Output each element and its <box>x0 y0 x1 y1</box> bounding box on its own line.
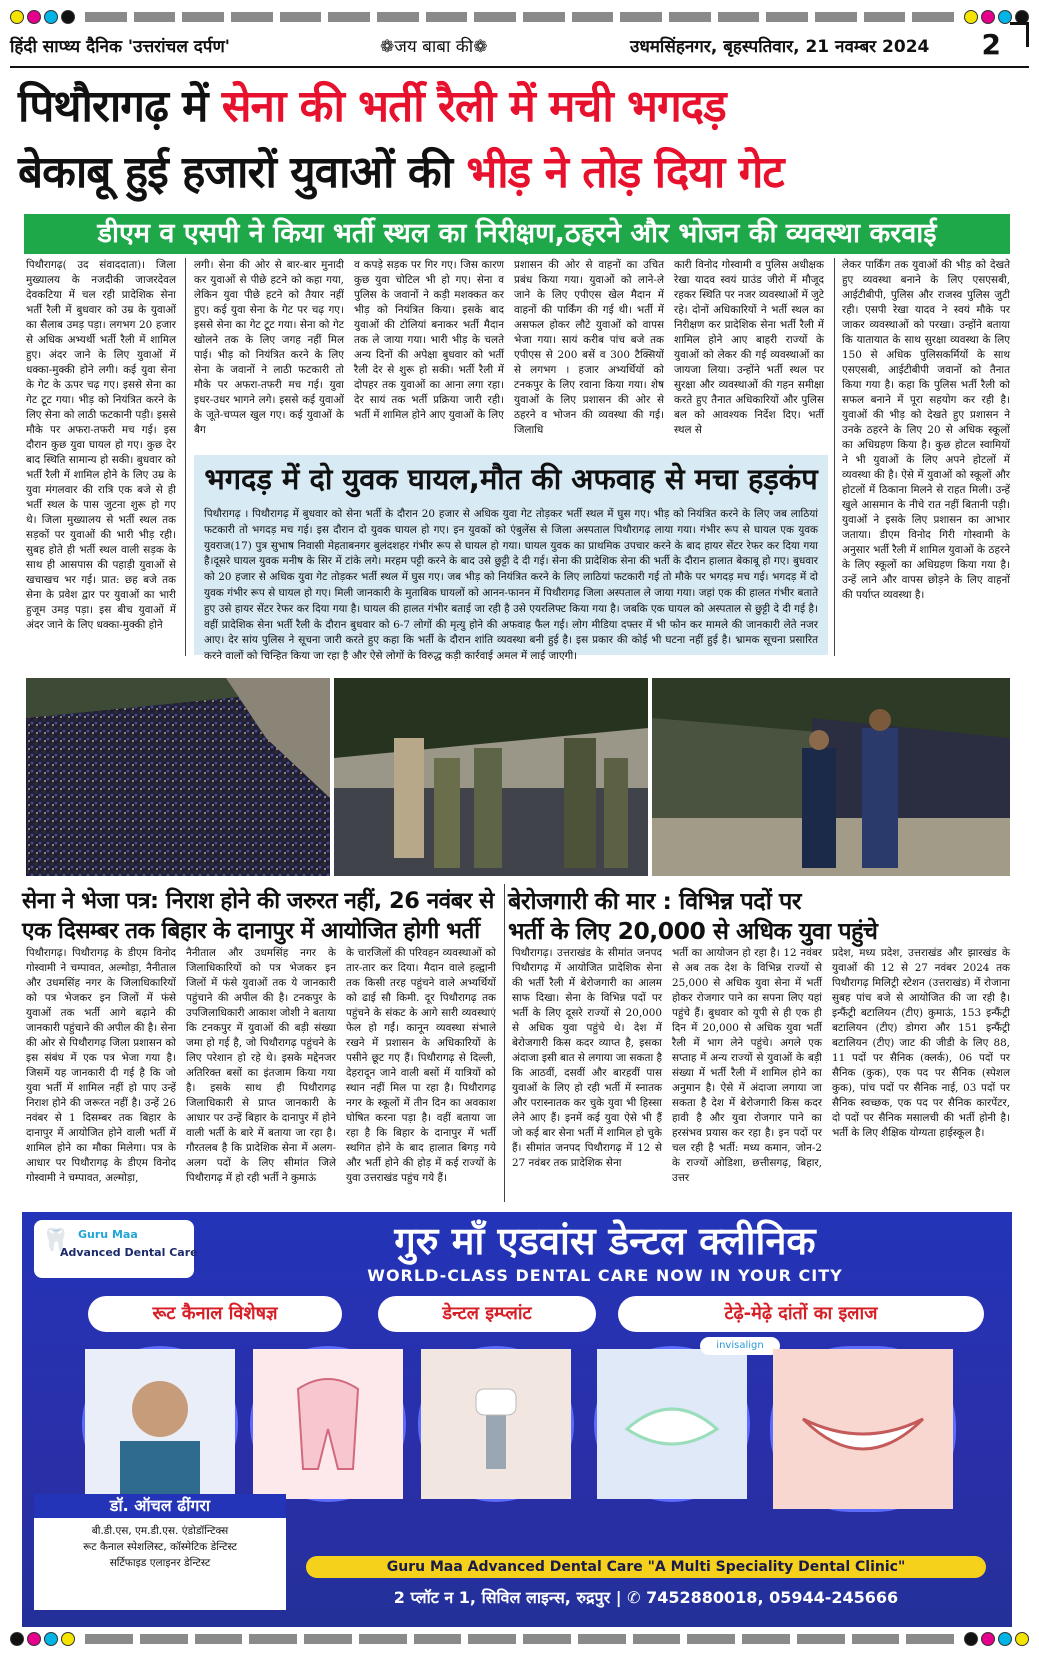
bottom-registration-strip <box>0 1628 1039 1650</box>
service-dental-implant: डेन्टल इम्प्लांट <box>378 1296 596 1332</box>
subhead-band: डीएम व एसपी ने किया भर्ती स्थल का निरीक्षण,ठहरने और भोजन की व्यवस्था करवाई <box>24 214 1010 254</box>
column-1: पिथौरागढ़( उद संवाददाता)। जिला मुख्यालय के नजदीकी जाजरदेवल देवकटिया में चल रही प्रादेशिक सेना भर्ती रैली में बुधवार को उम्र के युवाओं का सैलाब उमड़ पड़ा। लगभग 20 हजार से अधिक अभ्यर्थी भर्ती रैली में शामिल हुए। अंदर जाने के लिए युवाओं में धक्का-मुक्की होने लगी। कई युवा सेना के गेट के ऊपर चढ़ गए। इससे सेना का गेट टूट गया। भीड़ को नियंत्रित करने के लिए सेना को लाठी फटकानी पड़ी। इससे मौके पर अफरा-तफरी मच गई। इस दौरान कुछ युवा घायल हो गए। कुछ देर बाद स्थिति सामान्य हो सकी। बुधवार को भर्ती रैली में शामिल होने के लिए उम्र के युवा मंगलवार की रात्रि एक बजे से ही भर्ती स्थल के पास जुटना शुरू हो गए थे। जिला मुख्यालय से भर्ती स्थल तक सड़कों पर युवाओं की भारी भीड़ रही। सुबह होते ही भर्ती स्थल वाली सड़क के साथ ही आसपास की पहाड़ी युवाओं से खचाखच भर गई। प्रात: छह बजे तक सेना के प्रवेश द्वार पर युवाओं का भारी हुजूम उमड़ पड़ा। इस बीच युवाओं में अंदर जाने के लिए धक्का-मुक्की होने <box>26 259 176 631</box>
implant-image <box>421 1349 571 1499</box>
column-rule <box>185 258 186 656</box>
ad-tagline: WORLD-CLASS DENTAL CARE NOW IN YOUR CITY <box>367 1266 843 1285</box>
headline-line-1: पिथौरागढ़ में सेना की भर्ती रैली में मची भगदड़ <box>18 81 726 132</box>
doctor-qualification-1: बी.डी.एस, एम.डी.एस. एंडोडॉन्टिक्स <box>91 1525 229 1537</box>
ad-title: गुरु माँ एडवांस डेन्टल क्लीनिक <box>394 1219 816 1263</box>
top-registration-strip <box>0 6 1039 28</box>
aligner-image <box>597 1349 747 1499</box>
story-right-headline-1: बेरोजगारी की मार : विभिन्न पदों पर <box>508 887 801 915</box>
officials-photo-3-image <box>652 678 1010 876</box>
doctor-image <box>85 1349 235 1499</box>
story-right-headline-2: भर्ती के लिए 20,000 से अधिक युवा पहुंचे <box>508 917 878 945</box>
aligner-circle <box>594 1346 750 1502</box>
story-left-column-3: के चारजिलों की परिवहन व्यवस्थाओं को तार-तार कर दिया। मैदान वाले हल्द्वानी तक किसी तरह पहुंचने वाले अभ्यर्थियों को ढाई सौ किमी. दूर पिथौरागढ़ तक पहुंचने के संकट के आगे सारी व्यवस्थाएं फेल हो गईं। कानून व्यवस्था संभाले रखने में प्रशासन के अधिकारियों के पसीने छूट गए हैं। पिथौरागढ़ से दिल्ली, देहरादून जाने वाली बसों में यात्रियों को स्थान नहीं मिल पा रहा है। पिथौरागढ़ नगर के स्कूलों में तीन दिन का अवकाश घोषित करना पड़ा है। वहीं बताया जा रहा है कि बिहार के दानापुर में भर्ती स्थगित होने के बाद हालात बिगड़ गये और भर्ती होने की होड़ में कई राज्यों के युवा उत्तराखंड पहुंच गये हैं। <box>346 947 496 1184</box>
tooth-icon: 🦷 <box>42 1228 70 1253</box>
story-left-column-1: पिथौरागढ़। पिथौरागढ़ के डीएम विनोद गोस्वामी ने चम्पावत, अल्मोड़ा, नैनीताल और उधमसिंह नगर के जिलाधिकारियों को पत्र भेजकर इन जिलों में फंसे युवाओं तक भर्ती आगे बढ़ाने की जानकारी पहुंचाने की अपील की है। सेना की ओर से पिथौरागढ़ जिला प्रशासन को इस संबंध में एक पत्र भेजा गया है। जिसमें यह जानकारी दी गई है कि जो युवा भर्ती में शामिल नहीं हो पाए उन्हें निराश होने की जरूरत नहीं है। उन्हें 26 नवंबर से 1 दिसम्बर तक बिहार के दानापुर में आयोजित होने वाली भर्ती में शामिल होने का मौका मिलेगा। पत्र के आधार पर पिथौरागढ़ के डीएम विनोद गोस्वामी ने चम्पावत, अल्मोड़ा, <box>26 947 176 1184</box>
ad-logo-line-2: Advanced Dental Care <box>60 1246 198 1259</box>
story-left-headline-2: एक दिसम्बर तक बिहार के दानापुर में आयोजित होगी भर्ती <box>22 918 480 944</box>
story-left-headline-1: सेना ने भेजा पत्र: निराश होने की जरुरत नहीं, 26 नवंबर से <box>22 888 494 914</box>
column-5: कारी विनोद गोस्वामी व पुलिस अधीक्षक रेखा यादव स्वयं ग्राउंड जीरो में मौजूद रहकर स्थिति पर नजर व्यवस्थाओं में जुटे रहे। दोनों अधिकारियों ने भर्ती स्थल का निरीक्षण कर प्रादेशिक सेना भर्ती रैली में शामिल होने आए बाहरी राज्यों के युवाओं को लेकर की गई व्यवस्थाओं का जायजा लिया। उन्होंने भर्ती स्थल पर सुरक्षा और व्यवस्थाओं की गहन समीक्षा करते हुए तैनात अधिकारियों और पुलिस बल को आवश्यक निर्देश दिए। भर्ती स्थल से <box>674 259 824 436</box>
ad-logo-box <box>34 1220 198 1278</box>
column-3: व कपड़े सड़क पर गिर गए। जिस कारण कुछ युवा चोटिल भी हो गए। सेना व पुलिस के जवानों ने कड़ी मशक्कत कर भीड़ को नियंत्रित किया। इसके बाद युवाओं की टोलियां बनाकर भर्ती मैदान तक ले जाया गया। भारी भीड़ के चलते अन्य दिनों की अपेक्षा बुधवार को भर्ती रैली देर से शुरू हो सकी। भर्ती रैली में दोपहर तक युवाओं का आना लगा रहा। देर सायं तक भर्ती प्रक्रिया जारी रही। भर्ती में शामिल होने आए युवाओं के लिए <box>354 259 504 421</box>
story-right-column-1: पिथौरागढ़। उत्तराखंड के सीमांत जनपद पिथौरागढ़ में आयोजित प्रादेशिक सेना की भर्ती रैली में बेरोजगारी का आलम साफ दिखा। सेना के विभिन्न पदों पर भर्ती के लिए दूसरे राज्यों से 20,000 से अधिक युवा पहुंचे थे। देश में बेरोजगारी किस कदर व्याप्त है, इसका अंदाजा इसी बात से लगाया जा सकता है कि आठवीं, दसवीं और बारहवीं पास युवाओं के लिए हो रही भर्ती में स्नातक और परास्नातक कर चुके युवा भी हिस्सा लेने आए हैं। इनमें कई युवा ऐसे भी हैं जो कई बार सेना भर्ती में शामिल हो चुके हैं। सीमांत जनपद पिथौरागढ़ में 12 से 27 नवंबर तक प्रादेशिक सेना <box>512 947 662 1169</box>
army-photo-2 <box>334 678 648 876</box>
inset-story-title: भगदड़ में दो युवक घायल,मौत की अफवाह से मचा हड़कंप <box>204 462 818 496</box>
ad-logo-line-1: Guru Maa <box>78 1228 138 1241</box>
inset-story-body: पिथौरागढ़ । पिथौरागढ़ में बुधवार को सेना भर्ती के दौरान 20 हजार से अधिक युवा गेट तोड़कर भर्ती स्थल में घुस गए। भीड़ को नियंत्रित करने के लिए जब लाठियां फटकारी तो भगदड़ मच गई। इस दौरान दो युवक घायल हो गए। इन युवकों को एंबुलेंस से जिला अस्पताल पिथौरागढ़ लाया गया। गंभीर रूप से घायल एक युवक युवराज(17) पुत्र सुभाष निवासी मेहताबनगर बुलंदशहर गंभीर रूप से घायल हो गया। घायल युवक का प्राथमिक उपचार करने के बाद हायर सेंटर रेफर कर दिया गया है।दूसरे घायल युवक मनीष के सिर में टांके लगे। मरहम पट्टी करने के बाद उसे छुट्टी दे दी गई। सेना की प्रादेशिक सेना की भर्ती के दौरान हालात बेकाबू हो गए। बुधवार को 20 हजार से अधिक युवा गेट तोड़कर भर्ती स्थल में घुस गए। जब भीड़ को नियंत्रित करने के लिए लाठियां फटकारी गई तो मौके पर भगदड़ मच गई। भगदड़ में दो युवक गंभीर रूप से घायल हो गए। मिली जानकारी के मुताबिक घायलों को आनन-फानन में पिथौरागढ़ जिला अस्पताल ले जाया गया। जहां एक की हालत गंभीर बताते हुए उसे हायर सेंटर रेफर कर दिया गया है। घायल की हालत गंभीर बताई जा रही है उसे एयरलिफ्ट किया गया है। जबकि एक घायल को अस्पताल से छुट्टी दे दी गई है। वहीं प्रादेशिक सेना भर्ती रैली के दौरान बुधवार को 6-7 लोगों की मृत्यु होने की अफवाह फैल गई। लोग मीडिया दफ्तर में भी फोन कर मामले की जानकारी लेते नजर आए। देर सांय पुलिस ने सूचना जारी करते हुए कहा कि भर्ती के दौरान शांति व्यवस्था बनी हुई है। इस प्रकार की कोई भी घटना नहीं हुई है। भ्रामक सूचना प्रसारित करने वालों को चिन्हित किया जा रहा है और ऐसे लोगों के विरुद्ध कड़ी कार्रवाई अमल में लाई जाएगी। <box>204 508 818 663</box>
paper-name: हिंदी साप्ध्य दैनिक 'उत्तरांचल दर्पण' <box>10 37 230 57</box>
ad-strapline: Guru Maa Advanced Dental Care "A Multi Speciality Dental Clinic" <box>306 1556 986 1578</box>
inset-story-box <box>194 455 828 663</box>
invisalign-badge: invisalign <box>700 1337 780 1355</box>
column-4: प्रशासन की ओर से वाहनों का उचित प्रबंध किया गया। युवाओं को लाने-ले जाने के लिए एपीएस खेल मैदान में वाहनों की पार्किंग की गई थी। भर्ती में असफल होकर लौटे युवाओं को वापस भेजा गया। सायं करीब पांच बजे तक एपीएस से 200 बसें व 300 टैक्सियों से लगभग । हजार अभ्यर्थियों को टनकपुर के लिए रवाना किया गया। शेष युवाओं के लिए प्रशासन की ओर से ठहरने व भोजन की व्यवस्था की गई। जिलाधि <box>514 259 664 436</box>
masthead-center: ❁जय बाबा की❁ <box>380 37 488 57</box>
doctor-qualification-3: सर्टिफाइड एलाइनर डेन्टिस्ट <box>109 1557 211 1569</box>
doctor-name: डॉ. ऑचल ढींगरा <box>34 1494 286 1518</box>
doctor-qualification-2: रूट कैनाल स्पेशलिस्ट, कॉस्मेटिक डेन्टिस्ट <box>83 1541 237 1553</box>
headline-line-2: बेकाबू हुई हजारों युवाओं की भीड़ ने तोड़ दिया गेट <box>18 147 784 198</box>
crowd-photo-1 <box>26 678 330 876</box>
officials-photo-3 <box>652 678 1010 876</box>
date-line: उधमसिंहनगर, बृहस्पतिवार, 21 नवम्बर 2024 <box>630 37 930 57</box>
column-2: लगी। सेना की ओर से बार-बार मुनादी कर युवाओं से पीछे हटने को कहा गया, लेकिन युवा पीछे हटने को तैयार नहीं हुए। कई युवा सेना के गेट पर चढ़ गए। इससे सेना का गेट टूट गया। सेना को गेट खोलने तक के लिए जगह नहीं मिल पाई। भीड़ को नियंत्रित करने के लिए सेना के जवानों ने लाठी फटकारी तो मौके पर अफरा-तफरी मच गई। युवा इधर-उधर भागने लगे। इससे कई युवाओं के जूते-चप्पल खुल गए। कई युवाओं के बैग <box>194 259 344 436</box>
masthead <box>10 28 1029 68</box>
page-number: 2 <box>981 28 1001 61</box>
implant-circle <box>418 1346 574 1502</box>
smile-circle <box>770 1346 956 1512</box>
service-root-canal: रूट कैनाल विशेषज्ञ <box>88 1296 342 1332</box>
column-rule <box>834 258 835 656</box>
doctor-photo-circle <box>82 1346 238 1502</box>
crowd-photo-1-image <box>26 678 330 876</box>
ad-address: 2 प्लॉट न 1, सिविल लाइन्स, रुद्रपुर | ✆ 7452880018, 05944-245666 <box>393 1588 899 1607</box>
story-right-column-3: प्रदेश, मध्य प्रदेश, उत्तराखंड और झारखंड के युवाओं की 12 से 27 नवंबर 2024 तक पिथौरागढ़ मिलिट्री स्टेशन (उत्तराखंड) में रोजाना सुबह पांच बजे से आयोजित की जा रही है। इन्फैंट्री बटालियन (टीए) कुमाऊं, 153 इन्फैंट्री बटालियन (टीए) डोगरा और 151 इन्फैंट्री बटालियन (टीए) जाट की जीडी के लिए 88, 11 पदों पर सैनिक (क्लर्क), 06 पदों पर सैनिक (कुक), एक पद पर सैनिक (स्पेशल कुक), पांच पदों पर सैनिक नाई, 03 पदों पर सैनिक स्वच्छक, एक पद पर सैनिक कारपेंटर, दो पदों पर सैनिक मसालची की भर्ती होनी है। भर्ती के लिए शैक्षिक योग्यता हाईस्कूल है। <box>832 947 1010 1139</box>
corner-mark <box>1010 22 1029 47</box>
army-photo-2-image <box>334 678 648 876</box>
smile-image <box>773 1349 953 1509</box>
story-right-column-2: भर्ती का आयोजन हो रहा है। 12 नवंबर से अब तक देश के विभिन्न राज्यों से 25,000 से अधिक युवा सेना में भर्ती होकर रोजगार पाने का सपना लिए यहां पहुंचे हैं। बुधवार को यूपी से ही एक ही दिन में 20,000 से अधिक युवा भर्ती रैली में भाग लेने पहुंचे। अगले एक सप्ताह में अन्य राज्यों से युवाओं के बड़ी संख्या में भर्ती रैली में शामिल होने का अनुमान है। ऐसे में अंदाजा लगाया जा सकता है देश में बेरोजगारी किस कदर हावी है और युवा रोजगार पाने का हरसंभव प्रयास कर रहा है। इन पदों पर चल रही है भर्ती: मध्य कमान, जोन-2 के राज्यों ओडिशा, छत्तीसगढ़, बिहार, उत्तर <box>672 947 822 1184</box>
root-canal-image <box>253 1349 403 1499</box>
story-divider <box>504 884 505 1202</box>
story-left-column-2: नैनीताल और उधमसिंह नगर के जिलाधिकारियों को पत्र भेजकर इन जिलों में फंसे युवाओं तक ये जानकारी पहुंचाने की अपील की है। टनकपुर के उपजिलाधिकारी आकाश जोशी ने बताया कि टनकपुर में युवाओं की बड़ी संख्या जमा हो गई है, जो पिथौरागढ़ पहुंचने के लिए परेशान हो रहे थे। इसके मद्देनजर अतिरिक्त बसों का इंतजाम किया गया है। इसके साथ ही पिथौरागढ़ जिलाधिकारी से प्राप्त जानकारी के आधार पर उन्हें बिहार के दानापुर में होने वाली भर्ती के बारे में बताया जा रहा है। गौरतलब है कि प्रादेशिक सेना में अलग-अलग पदों के लिए सीमांत जिले पिथौरागढ़ में हो रही भर्ती ने कुमाऊं <box>186 947 336 1184</box>
doctor-info-box <box>34 1496 286 1610</box>
root-canal-circle <box>250 1346 406 1502</box>
column-6: लेकर पार्किंग तक युवाओं की भीड़ को देखते हुए व्यवस्था बनाने के लिए एसएसबी, आईटीबीपी, पुलिस और राजस्व पुलिस जुटी रही। एसपी रेखा यादव ने स्वयं मौके पर जाकर व्यवस्थाओं को परखा। उन्होंने बताया कि यातायात के साथ सुरक्षा व्यवस्था के लिए 150 से अधिक पुलिसकर्मियों के साथ एसएसबी, आईटीबीपी जवानों को तैनात किया गया है। कहा कि पुलिस भर्ती रैली को सफल बनाने में पूरा सहयोग कर रही है। युवाओं की भीड़ को देखते हुए प्रशासन ने उनके ठहरने के लिए 20 से अधिक स्कूलों का अधिग्रहण किया है। कुछ होटल स्वामियों ने भी युवाओं के लिए अपने होटलों में व्यवस्था की है। ऐसे में युवाओं को स्कूलों और होटलों में ठिकाना मिलने से राहत मिली। उन्हें खुले आसमान के नीचे रात नहीं बितानी पड़ी। युवाओं ने इसके लिए प्रशासन का आभार जताया। डीएम विनोद गिरी गोस्वामी के अनुसार भर्ती रैली में शामिल युवाओं के ठहरने के लिए स्कूलों का अधिग्रहण किया गया है। उन्हें लाने और वापस छोड़ने के लिए वाहनों की पर्याप्त व्यवस्था है। <box>842 259 1010 601</box>
service-braces: टेढ़े-मेढ़े दांतों का इलाज <box>618 1296 984 1332</box>
